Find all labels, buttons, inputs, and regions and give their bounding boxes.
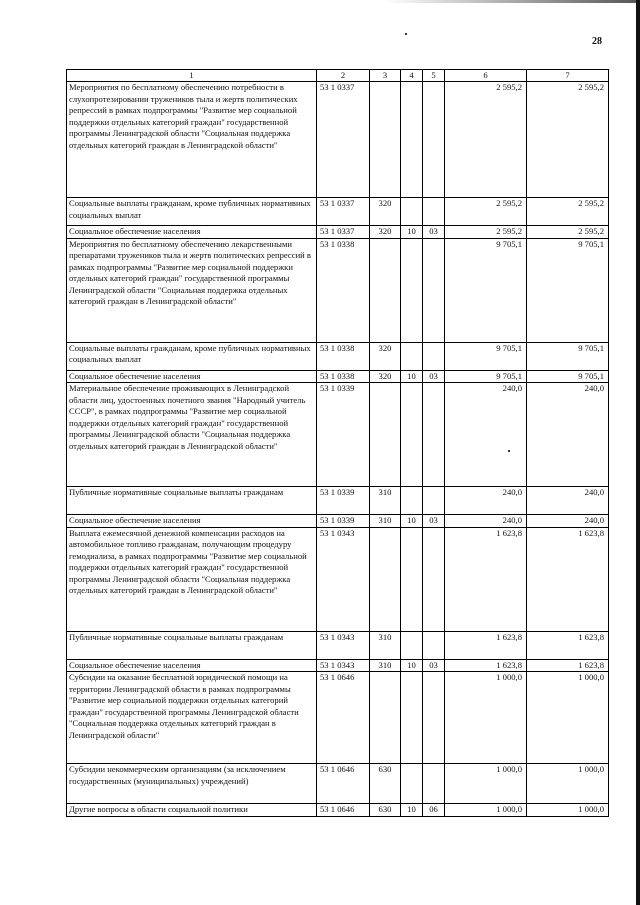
subsection-code — [423, 487, 445, 515]
amount-col7: 240,0 — [527, 487, 609, 515]
expense-type-code — [370, 527, 401, 631]
amount-col6: 1 623,8 — [445, 659, 527, 672]
expense-type-code: 630 — [370, 764, 401, 804]
budget-table — [66, 69, 609, 817]
amount-col7: 2 595,2 — [527, 198, 609, 226]
section-code — [401, 631, 423, 659]
expense-type-code — [370, 82, 401, 198]
section-code — [401, 238, 423, 342]
target-article-code: 53 1 0339 — [317, 487, 370, 515]
section-code — [401, 198, 423, 226]
amount-col6: 2 595,2 — [445, 198, 527, 226]
amount-col6: 1 000,0 — [445, 804, 527, 817]
row-name: Мероприятия по бесплатному обеспечению потребности в слухопротезировании тружеников тыла и жертв политических репрессий в рамках подпрограммы "Развитие мер социальной поддержки отдельных категорий граждан" государственной программы Ленинградской области "Социальная поддержка отдельных категорий граждан в Ленинградской области" — [67, 82, 317, 198]
target-article-code: 53 1 0646 — [317, 764, 370, 804]
amount-col6: 1 623,8 — [445, 631, 527, 659]
column-numbers-row — [67, 70, 609, 82]
section-code: 10 — [401, 659, 423, 672]
amount-col6: 1 623,8 — [445, 527, 527, 631]
col-header-5: 5 — [423, 70, 445, 82]
subsection-code — [423, 198, 445, 226]
subsection-code — [423, 672, 445, 764]
row-name: Социальные выплаты гражданам, кроме публичных нормативных социальных выплат — [67, 342, 317, 370]
table-row — [67, 82, 609, 198]
target-article-code: 53 1 0338 — [317, 370, 370, 383]
amount-col7: 1 000,0 — [527, 764, 609, 804]
subsection-code: 03 — [423, 226, 445, 239]
amount-col6: 240,0 — [445, 383, 527, 487]
section-code: 10 — [401, 370, 423, 383]
amount-col7: 9 705,1 — [527, 370, 609, 383]
row-name: Субсидии на оказание бесплатной юридической помощи на территории Ленинградской области в рамках подпрограммы "Развитие мер социальной поддержки отдельных категорий граждан" государственной программы Ленинградской области "Социальная поддержка отдельных категорий граждан в Ленинградской области" — [67, 672, 317, 764]
subsection-code — [423, 342, 445, 370]
section-code — [401, 764, 423, 804]
row-name: Публичные нормативные социальные выплаты гражданам — [67, 487, 317, 515]
row-name: Социальное обеспечение населения — [67, 515, 317, 528]
subsection-code: 03 — [423, 370, 445, 383]
section-code: 10 — [401, 515, 423, 528]
target-article-code: 53 1 0337 — [317, 198, 370, 226]
subsection-code — [423, 82, 445, 198]
table-row — [67, 659, 609, 672]
table-row — [67, 527, 609, 631]
expense-type-code: 320 — [370, 342, 401, 370]
target-article-code: 53 1 0337 — [317, 226, 370, 239]
expense-type-code: 310 — [370, 631, 401, 659]
amount-col6: 2 595,2 — [445, 82, 527, 198]
amount-col7: 9 705,1 — [527, 342, 609, 370]
amount-col7: 2 595,2 — [527, 226, 609, 239]
expense-type-code — [370, 383, 401, 487]
amount-col7: 240,0 — [527, 383, 609, 487]
col-header-6: 6 — [445, 70, 527, 82]
target-article-code: 53 1 0338 — [317, 238, 370, 342]
table-row — [67, 487, 609, 515]
target-article-code: 53 1 0337 — [317, 82, 370, 198]
row-name: Социальное обеспечение населения — [67, 659, 317, 672]
col-header-1: 1 — [67, 70, 317, 82]
target-article-code: 53 1 0646 — [317, 672, 370, 764]
table-row — [67, 383, 609, 487]
expense-type-code — [370, 672, 401, 764]
expense-type-code: 310 — [370, 487, 401, 515]
scan-right-edge — [636, 0, 640, 905]
amount-col6: 9 705,1 — [445, 370, 527, 383]
expense-type-code: 310 — [370, 659, 401, 672]
row-name: Выплата ежемесячной денежной компенсации расходов на автомобильное топливо гражданам, получающим процедуру гемодиализа, в рамках подпрограммы "Развитие мер социальной поддержки отдельных категорий граждан" государственной программы Ленинградской области "Социальная поддержка отдельных категорий граждан в Ленинградской области" — [67, 527, 317, 631]
row-name: Субсидии некоммерческим организациям (за исключением государственных (муниципальных) учреждений) — [67, 764, 317, 804]
subsection-code: 06 — [423, 804, 445, 817]
section-code — [401, 383, 423, 487]
section-code — [401, 527, 423, 631]
col-header-2: 2 — [317, 70, 370, 82]
subsection-code: 03 — [423, 659, 445, 672]
amount-col7: 1 000,0 — [527, 804, 609, 817]
section-code — [401, 672, 423, 764]
col-header-3: 3 — [370, 70, 401, 82]
table-row — [67, 370, 609, 383]
amount-col7: 1 000,0 — [527, 672, 609, 764]
section-code — [401, 342, 423, 370]
amount-col6: 9 705,1 — [445, 342, 527, 370]
target-article-code: 53 1 0339 — [317, 383, 370, 487]
col-header-7: 7 — [527, 70, 609, 82]
table-row — [67, 238, 609, 342]
section-code — [401, 82, 423, 198]
section-code: 10 — [401, 804, 423, 817]
amount-col7: 1 623,8 — [527, 659, 609, 672]
expense-type-code: 320 — [370, 370, 401, 383]
table-row — [67, 804, 609, 817]
section-code — [401, 487, 423, 515]
page-number: 28 — [592, 36, 602, 47]
expense-type-code: 630 — [370, 804, 401, 817]
table-row — [67, 515, 609, 528]
target-article-code: 53 1 0339 — [317, 515, 370, 528]
amount-col6: 1 000,0 — [445, 672, 527, 764]
row-name: Другие вопросы в области социальной политики — [67, 804, 317, 817]
subsection-code — [423, 764, 445, 804]
expense-type-code: 320 — [370, 198, 401, 226]
row-name: Материальное обеспечение проживающих в Ленинградской области лиц, удостоенных почетного звания "Народный учитель СССР", в рамках подпрограммы "Развитие мер социальной поддержки отдельных категорий граждан" государственной программы Ленинградской области "Социальная поддержка отдельных категорий граждан в Ленинградской области" — [67, 383, 317, 487]
table-row — [67, 631, 609, 659]
row-name: Социальные выплаты гражданам, кроме публичных нормативных социальных выплат — [67, 198, 317, 226]
amount-col7: 2 595,2 — [527, 82, 609, 198]
table-row — [67, 226, 609, 239]
col-header-4: 4 — [401, 70, 423, 82]
scan-speck — [405, 33, 407, 35]
scan-top-edge — [0, 0, 640, 3]
subsection-code — [423, 631, 445, 659]
amount-col7: 1 623,8 — [527, 527, 609, 631]
table-row — [67, 198, 609, 226]
amount-col6: 1 000,0 — [445, 764, 527, 804]
amount-col6: 240,0 — [445, 487, 527, 515]
row-name: Социальное обеспечение населения — [67, 226, 317, 239]
subsection-code — [423, 238, 445, 342]
section-code: 10 — [401, 226, 423, 239]
target-article-code: 53 1 0343 — [317, 631, 370, 659]
row-name: Публичные нормативные социальные выплаты гражданам — [67, 631, 317, 659]
table-row — [67, 342, 609, 370]
row-name: Мероприятия по бесплатному обеспечению лекарственными препаратами тружеников тыла и жертв политических репрессий в рамках подпрограммы "Развитие мер социальной поддержки отдельных категорий граждан" государственной программы Ленинградской области "Социальная поддержка отдельных категорий граждан в Ленинградской области" — [67, 238, 317, 342]
table-row — [67, 672, 609, 764]
amount-col7: 240,0 — [527, 515, 609, 528]
amount-col7: 9 705,1 — [527, 238, 609, 342]
table-row — [67, 764, 609, 804]
expense-type-code — [370, 238, 401, 342]
target-article-code: 53 1 0646 — [317, 804, 370, 817]
amount-col6: 9 705,1 — [445, 238, 527, 342]
target-article-code: 53 1 0343 — [317, 527, 370, 631]
amount-col6: 240,0 — [445, 515, 527, 528]
amount-col6: 2 595,2 — [445, 226, 527, 239]
expense-type-code: 310 — [370, 515, 401, 528]
subsection-code — [423, 383, 445, 487]
expense-type-code: 320 — [370, 226, 401, 239]
target-article-code: 53 1 0343 — [317, 659, 370, 672]
row-name: Социальное обеспечение населения — [67, 370, 317, 383]
subsection-code — [423, 527, 445, 631]
target-article-code: 53 1 0338 — [317, 342, 370, 370]
amount-col7: 1 623,8 — [527, 631, 609, 659]
subsection-code: 03 — [423, 515, 445, 528]
